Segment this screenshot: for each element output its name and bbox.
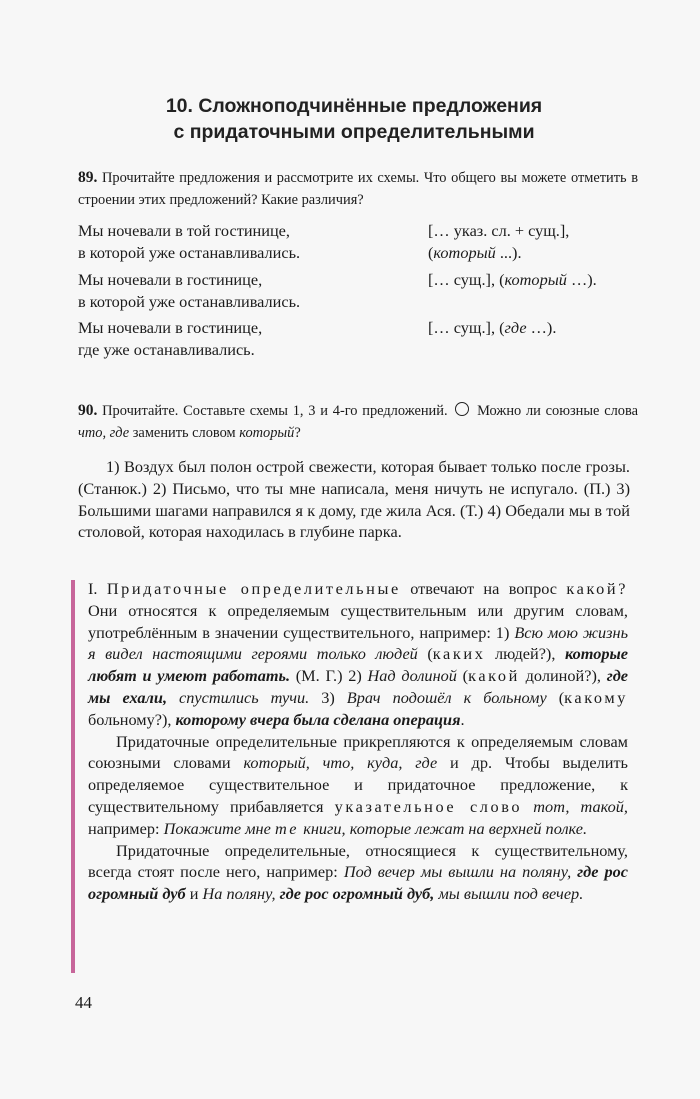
example-2-sentence [78,269,408,313]
rule-paragraph-1: I. Придаточные определительные отвечают на вопрос какой? Они относятся к определяемым существительным или другим словам, употреблённым в значении существительного, например: 1) Всю мою жизнь я видел настоящими героями только людей (каких людей?), которые любят и умеют работать. (М. Г.) 2) Над долиной (какой долиной?), где мы ехали, спустились тучи. 3) Врач подошёл к больному (какому больному?), которому вчера была сделана операция. [88,579,629,729]
example-1-sentence [78,220,408,264]
title-line-2: с придаточными определительными [173,121,535,143]
rule-paragraph-2: Придаточные определительные прикрепляются к определяемым словам союзными словами который, что, куда, где и др. Чтобы выделить определяемое существительное и придаточное предложение, к существительному прибавляется указательное слово тот, такой, например: Покажите мне те книги, которые лежат на верхней полке. [88,731,628,838]
circle-icon [455,402,469,416]
rule-paragraph-3: Придаточные определительные, относящиеся к существительному, всегда стоят после него, например: Под вечер мы вышли на поляну, где рос огромный дуб и На поляну, где рос огромный дуб, мы вышли под вечер. [88,840,628,904]
example-2-scheme: [… сущ.], (который …). [428,270,597,289]
example-3-line-2: где уже останавливались. [78,340,255,359]
example-3-scheme: [… сущ.], (где …). [428,318,557,337]
rule-box [88,578,628,905]
example-1-scheme [428,220,658,264]
example-1-scheme-line-1: [… указ. сл. + сущ.], [428,221,570,240]
task-89-text: Прочитайте предложения и рассмотрите их схемы. Что общего вы можете отметить в строении этих предложений? Какие различия? [78,170,638,208]
rule-accent-bar [71,580,75,973]
task-90-instruction: 90. Прочитайте. Составьте схемы 1, 3 и 4-го предложений. Можно ли союзные слова что, где заменить словом который? [78,402,638,441]
task-90-body: 1) Воздух был полон острой свежести, которая бывает только после грозы. (Станюк.) 2) Письмо, что ты мне написала, меня ничуть не испугало. (П.) 3) Большими шагами направился я к дому, где жила Ася. (Т.) 4) Обедали мы в той столовой, которая находилась в глубине парка. [78,457,630,542]
title-line-1: 10. Сложноподчинённые предложения [165,95,543,117]
task-90-text [78,456,630,543]
example-1-line-1: Мы ночевали в той гостинице, [78,221,290,240]
example-1-scheme-line-2: (который ...). [428,243,522,262]
task-90-number: 90. [78,402,98,419]
page-number: 44 [75,993,92,1012]
example-3-line-1: Мы ночевали в гостинице, [78,318,263,337]
task-89-number: 89. [78,169,98,186]
example-2-line-1: Мы ночевали в гостинице, [78,270,263,289]
example-2-line-2: в которой уже останавливались. [78,292,301,311]
example-3-sentence [78,317,408,361]
example-1-line-2: в которой уже останавливались. [78,243,301,262]
section-title [0,93,700,145]
task-89-instruction [78,167,638,211]
